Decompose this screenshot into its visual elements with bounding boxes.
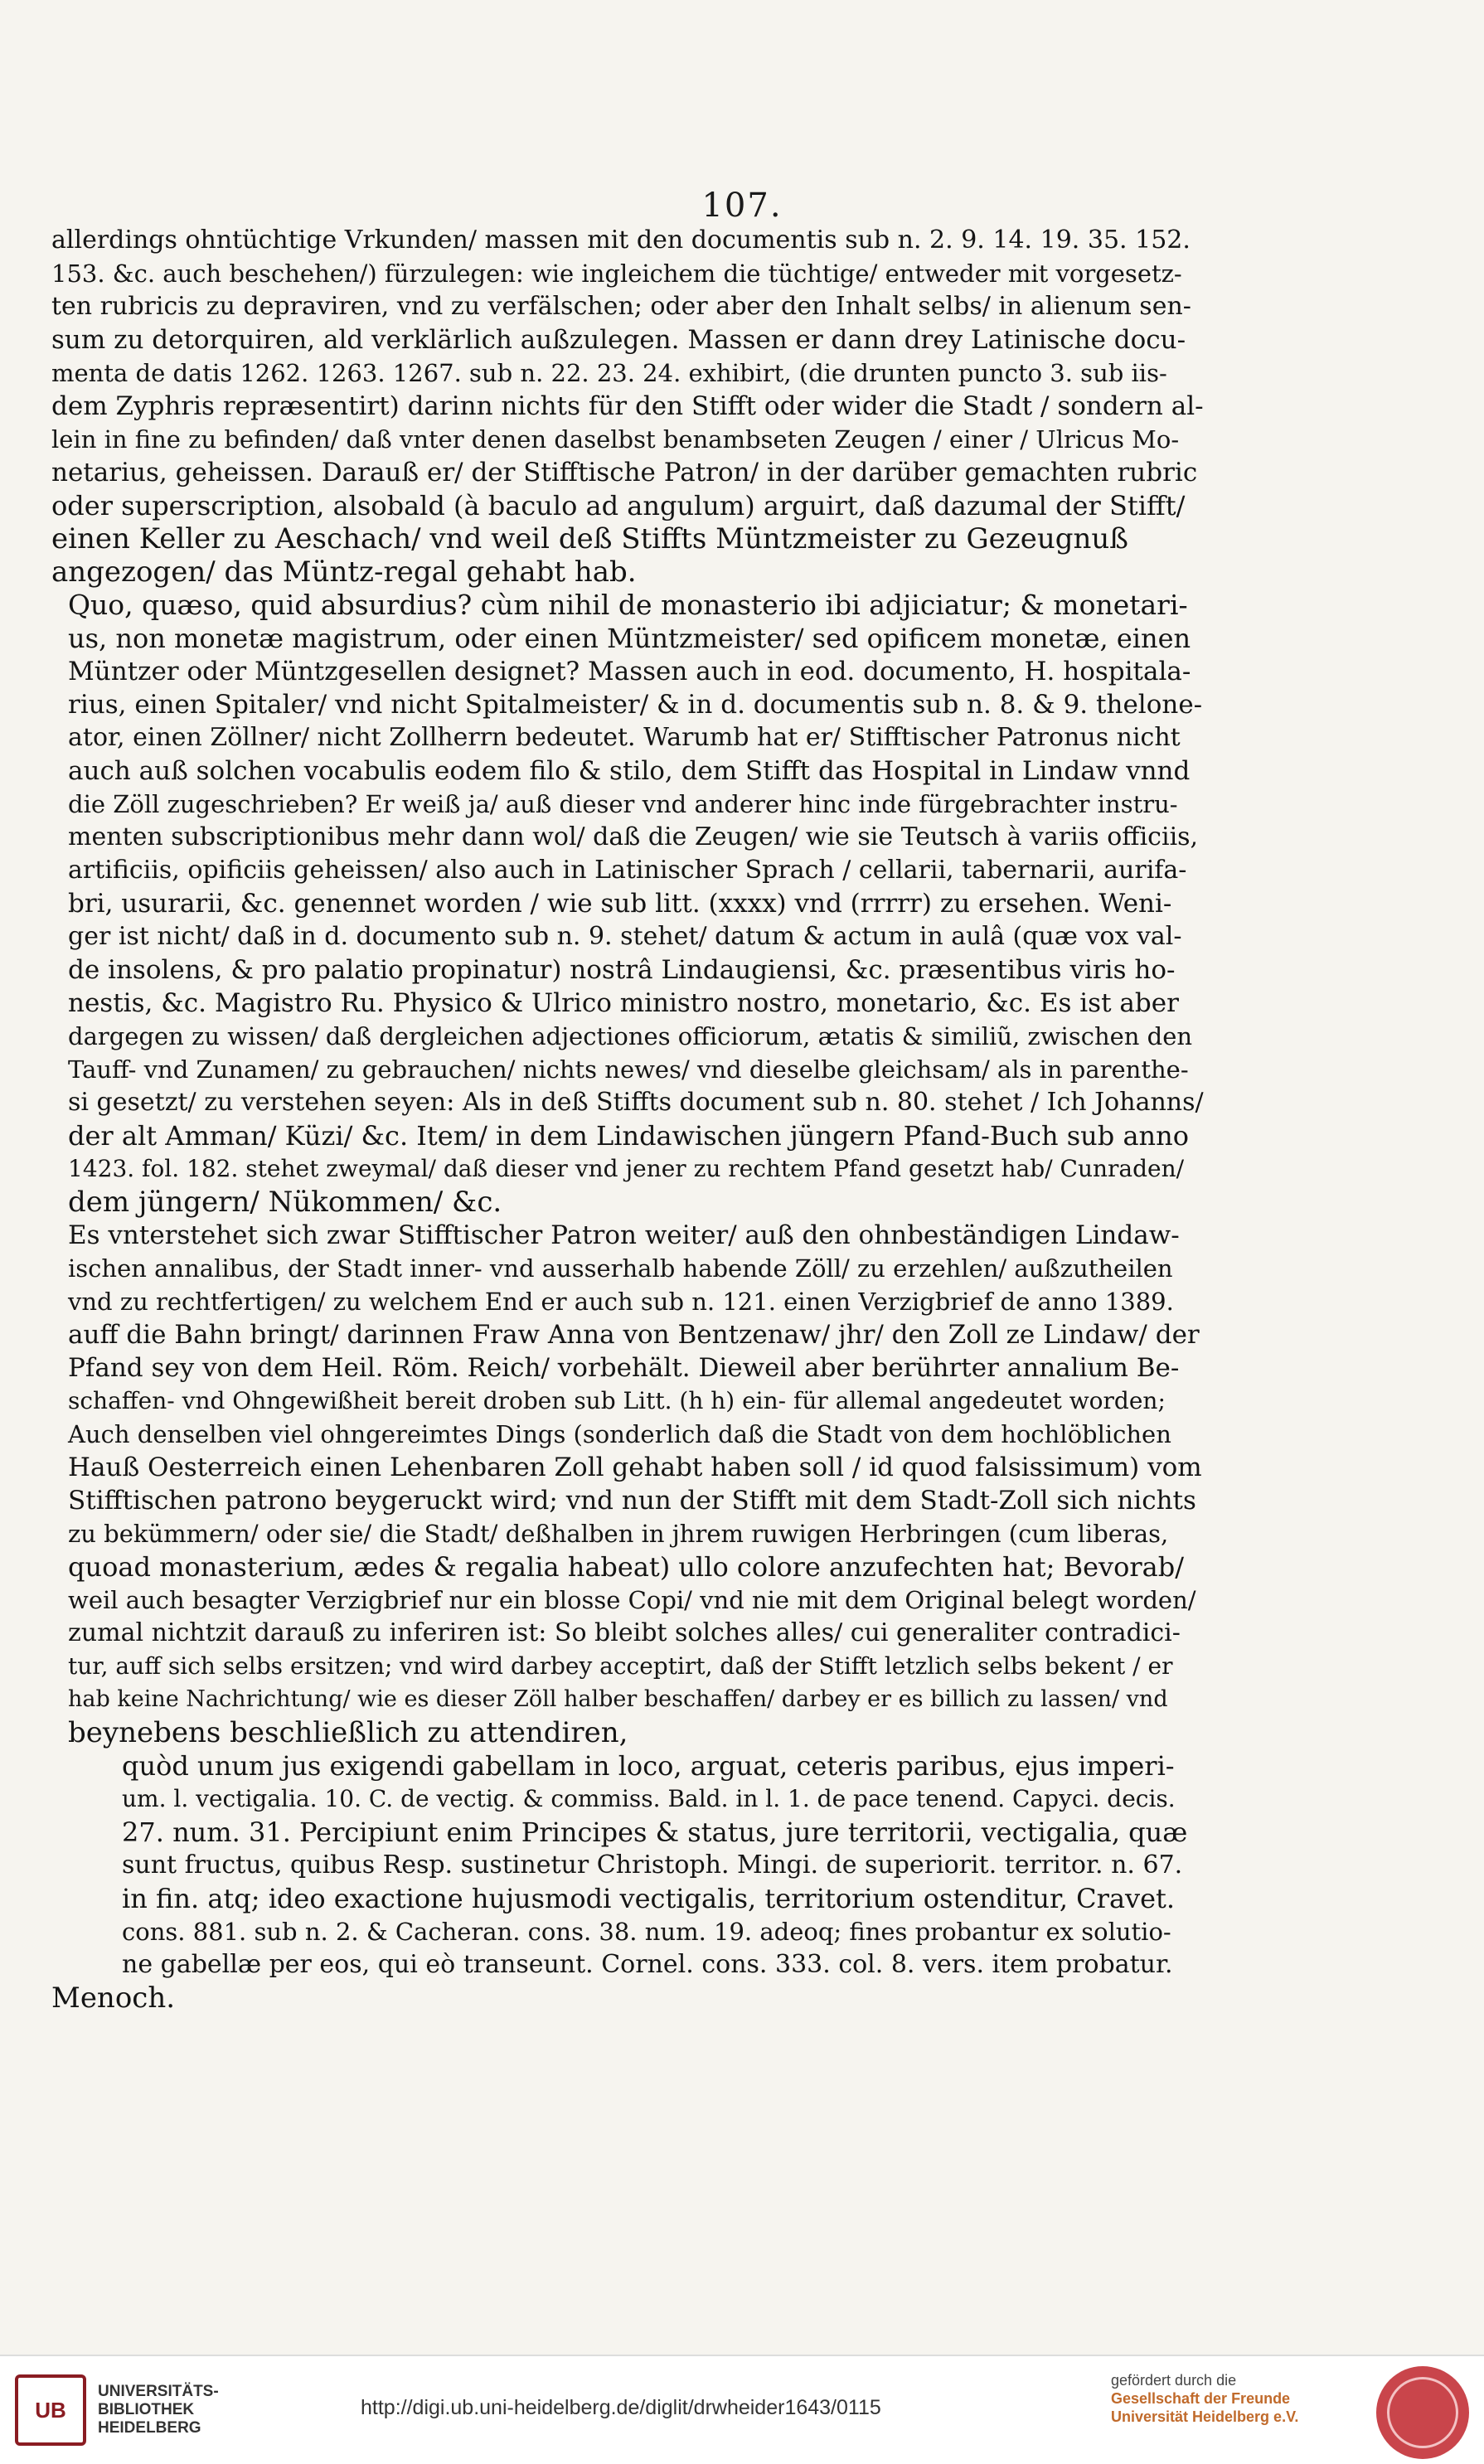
text-line: einen Keller zu Aeschach/ vnd weil deß Stiffts Müntzmeister zu Gezeugnuß bbox=[51, 522, 1128, 555]
paragraph bbox=[122, 1749, 1204, 1981]
text-line: ischen annalibus, der Stadt inner- vnd ausserhalb habende Zöll/ zu erzehlen/ außzutheilen bbox=[68, 1254, 1173, 1283]
library-branding[interactable] bbox=[15, 2374, 247, 2446]
text-line: angezogen/ das Müntz-regal gehabt hab. bbox=[51, 555, 637, 589]
text-line: 27. num. 31. Percipiunt enim Principes & status, jure territorii, vectigalia, quæ bbox=[122, 1816, 1188, 1848]
text-line: rius, einen Spitaler/ vnd nicht Spitalmeister/ & in d. documentis sub n. 8. & 9. thelone- bbox=[68, 690, 1203, 720]
text-line: sunt fructus, quibus Resp. sustinetur Christoph. Mingi. de superiorit. territor. n. 67. bbox=[122, 1850, 1183, 1880]
text-line: nestis, &c. Magistro Ru. Physico & Ulrico ministro nostro, monetario, &c. Es ist aber bbox=[68, 988, 1179, 1018]
footer-bar bbox=[0, 2355, 1484, 2464]
text-line: Tauff- vnd Zunamen/ zu gebrauchen/ nichts newes/ vnd dieselbe gleichsam/ als in parenthe- bbox=[68, 1055, 1189, 1084]
text-line: artificiis, opificiis geheissen/ also auch in Latinischer Sprach / cellarii, tabernarii, aurifa- bbox=[68, 856, 1187, 885]
text-line: dargegen zu wissen/ daß dergleichen adjectiones officiorum, ætatis & similiũ, zwischen den bbox=[68, 1022, 1193, 1050]
paragraph bbox=[51, 224, 1204, 589]
text-line: Es vnterstehet sich zwar Stifftischer Patron weiter/ auß den ohnbeständigen Lindaw- bbox=[68, 1220, 1180, 1250]
text-line: us, non monetæ magistrum, oder einen Müntzmeister/ sed opificem monetæ, einen bbox=[68, 623, 1191, 654]
text-line: lein in fine zu befinden/ daß vnter denen daselbst benambseten Zeugen / einer / Ulricus Mo- bbox=[51, 425, 1180, 454]
text-line: sum zu detorquiren, ald verklärlich außzulegen. Massen er dann drey Latinische docu- bbox=[51, 325, 1186, 355]
library-name: UNIVERSITÄTS- BIBLIOTHEK HEIDELBERG bbox=[98, 2383, 219, 2437]
text-line: oder superscription, alsobald (à baculo ad angulum) arguirt, daß dazumal der Stifft/ bbox=[51, 490, 1186, 521]
sponsor-block bbox=[1111, 2371, 1360, 2426]
text-line: quoad monasterium, ædes & regalia habeat) ullo colore anzufechten hat; Bevorab/ bbox=[68, 1551, 1184, 1583]
text-line: schaffen- vnd Ohngewißheit bereit droben sub Litt. (h h) ein- für allemal angedeutet worden; bbox=[68, 1387, 1166, 1414]
text-line: tur, auff sich selbs ersitzen; vnd wird darbey acceptirt, daß der Stifft letzlich selbs bekent / er bbox=[68, 1652, 1173, 1680]
text-line: weil auch besagter Verzigbrief nur ein blosse Copi/ vnd nie mit dem Original belegt worden/ bbox=[68, 1586, 1196, 1614]
text-line: um. l. vectigalia. 10. C. de vectig. & commiss. Bald. in l. 1. de pace tenend. Capyci. decis. bbox=[122, 1785, 1176, 1812]
text-line: menten subscriptionibus mehr dann wol/ daß die Zeugen/ wie sie Teutsch à variis officiis, bbox=[68, 822, 1199, 851]
text-line: dem jüngern/ Nükommen/ &c. bbox=[68, 1186, 502, 1219]
text-line: beynebens beschließlich zu attendiren, bbox=[68, 1716, 628, 1749]
page-number: 107. bbox=[701, 187, 783, 225]
text-line: auch auß solchen vocabulis eodem filo & stilo, dem Stifft das Hospital in Lindaw vnnd bbox=[68, 756, 1191, 786]
text-line: menta de datis 1262. 1263. 1267. sub n. 22. 23. 24. exhibirt, (die drunten puncto 3. sub iis- bbox=[51, 359, 1167, 387]
text-line: 1423. fol. 182. stehet zweymal/ daß dieser vnd jener zu rechtem Pfand gesetzt hab/ Cunraden/ bbox=[68, 1155, 1185, 1182]
text-line: ten rubricis zu depraviren, vnd zu verfälschen; oder aber den Inhalt selbs/ in alienum sen- bbox=[51, 292, 1191, 321]
text-line: Müntzer oder Müntzgesellen designet? Massen auch in eod. documento, H. hospitala- bbox=[68, 657, 1191, 686]
text-line: vnd zu rechtfertigen/ zu welchem End er auch sub n. 121. einen Verzigbrief de anno 1389. bbox=[68, 1288, 1174, 1316]
text-line: ator, einen Zöllner/ nicht Zollherrn bedeutet. Warumb hat er/ Stifftischer Patronus nicht bbox=[68, 723, 1181, 752]
sponsor-name[interactable]: Gesellschaft der Freunde Universität Heidelberg e.V. bbox=[1111, 2390, 1299, 2425]
text-line: Hauß Oesterreich einen Lehenbaren Zoll gehabt haben soll / id quod falsissimum) vom bbox=[68, 1453, 1202, 1482]
text-line: zumal nichtzit darauß zu inferiren ist: So bleibt solches alles/ cui generaliter contradici- bbox=[68, 1618, 1181, 1647]
text-line: ne gabellæ per eos, qui eò transeunt. Cornel. cons. 333. col. 8. vers. item probatur. bbox=[122, 1950, 1173, 1979]
text-line: quòd unum jus exigendi gabellam in loco, arguat, ceteris paribus, ejus imperi- bbox=[122, 1750, 1175, 1782]
permalink-url[interactable]: http://digi.ub.uni-heidelberg.de/diglit/drwheider1643/0115 bbox=[361, 2396, 881, 2419]
text-line: hab keine Nachrichtung/ wie es dieser Zöll halber beschaffen/ darbey er es billich zu lassen/ vnd bbox=[68, 1686, 1168, 1712]
body-text bbox=[51, 224, 1204, 2015]
text-line: die Zöll zugeschrieben? Er weiß ja/ auß dieser vnd anderer hinc inde fürgebrachter instru- bbox=[68, 790, 1178, 818]
text-line: Pfand sey von dem Heil. Röm. Reich/ vorbehält. Dieweil aber berührter annalium Be- bbox=[68, 1353, 1180, 1383]
text-line: in fin. atq; ideo exactione hujusmodi vectigalis, territorium ostenditur, Cravet. bbox=[122, 1883, 1176, 1914]
text-line: bri, usurarii, &c. genennet worden / wie sub litt. (xxxx) vnd (rrrrr) zu ersehen. Weni- bbox=[68, 889, 1172, 919]
text-line: dem Zyphris repræsentirt) darinn nichts für den Stifft oder wider die Stadt / sondern al- bbox=[51, 391, 1204, 421]
text-line: ger ist nicht/ daß in d. documento sub n. 9. stehet/ datum & actum in aulâ (quæ vox val- bbox=[68, 922, 1182, 951]
paragraph bbox=[51, 589, 1204, 1219]
text-line: netarius, geheissen. Darauß er/ der Stifftische Patron/ in der darüber gemachten rubric bbox=[51, 458, 1198, 487]
text-line: de insolens, & pro palatio propinatur) nostrâ Lindaugiensi, &c. præsentibus viris ho- bbox=[68, 955, 1176, 985]
text-line: allerdings ohntüchtige Vrkunden/ massen mit den documentis sub n. 2. 9. 14. 19. 35. 152. bbox=[51, 226, 1191, 255]
text-line: 153. &c. auch beschehen/) fürzulegen: wie ingleichem die tüchtige/ entweder mit vorgesetz- bbox=[51, 259, 1182, 288]
catchword: Menoch. bbox=[51, 1981, 176, 2015]
text-line: cons. 881. sub n. 2. & Cacheran. cons. 38. num. 19. adeoq; fines probantur ex solutio- bbox=[122, 1918, 1171, 1946]
university-seal-icon bbox=[1376, 2366, 1469, 2459]
paragraph bbox=[51, 1219, 1204, 1749]
text-line: Quo, quæso, quid absurdius? cùm nihil de monasterio ibi adjiciatur; & monetari- bbox=[68, 589, 1188, 621]
text-line: Stifftischen patrono beygeruckt wird; vnd nun der Stifft mit dem Stadt-Zoll sich nichts bbox=[68, 1486, 1196, 1516]
text-line: auff die Bahn bringt/ darinnen Fraw Anna von Bentzenaw/ jhr/ den Zoll ze Lindaw/ der bbox=[68, 1320, 1200, 1350]
funded-by-label: gefördert durch die bbox=[1111, 2372, 1237, 2389]
text-line: Auch denselben viel ohngereimtes Dings (sonderlich daß die Stadt von dem hochlöblichen bbox=[68, 1420, 1171, 1448]
text-line: der alt Amman/ Küzi/ &c. Item/ in dem Lindawischen jüngern Pfand-Buch sub anno bbox=[68, 1120, 1189, 1152]
text-line: si gesetzt/ zu verstehen seyen: Als in deß Stiffts document sub n. 80. stehet / Ich Johanns/ bbox=[68, 1088, 1204, 1117]
library-logo-icon: UB bbox=[15, 2374, 86, 2446]
text-line: zu bekümmern/ oder sie/ die Stadt/ deßhalben in jhrem ruwigen Herbringen (cum liberas, bbox=[68, 1520, 1169, 1548]
